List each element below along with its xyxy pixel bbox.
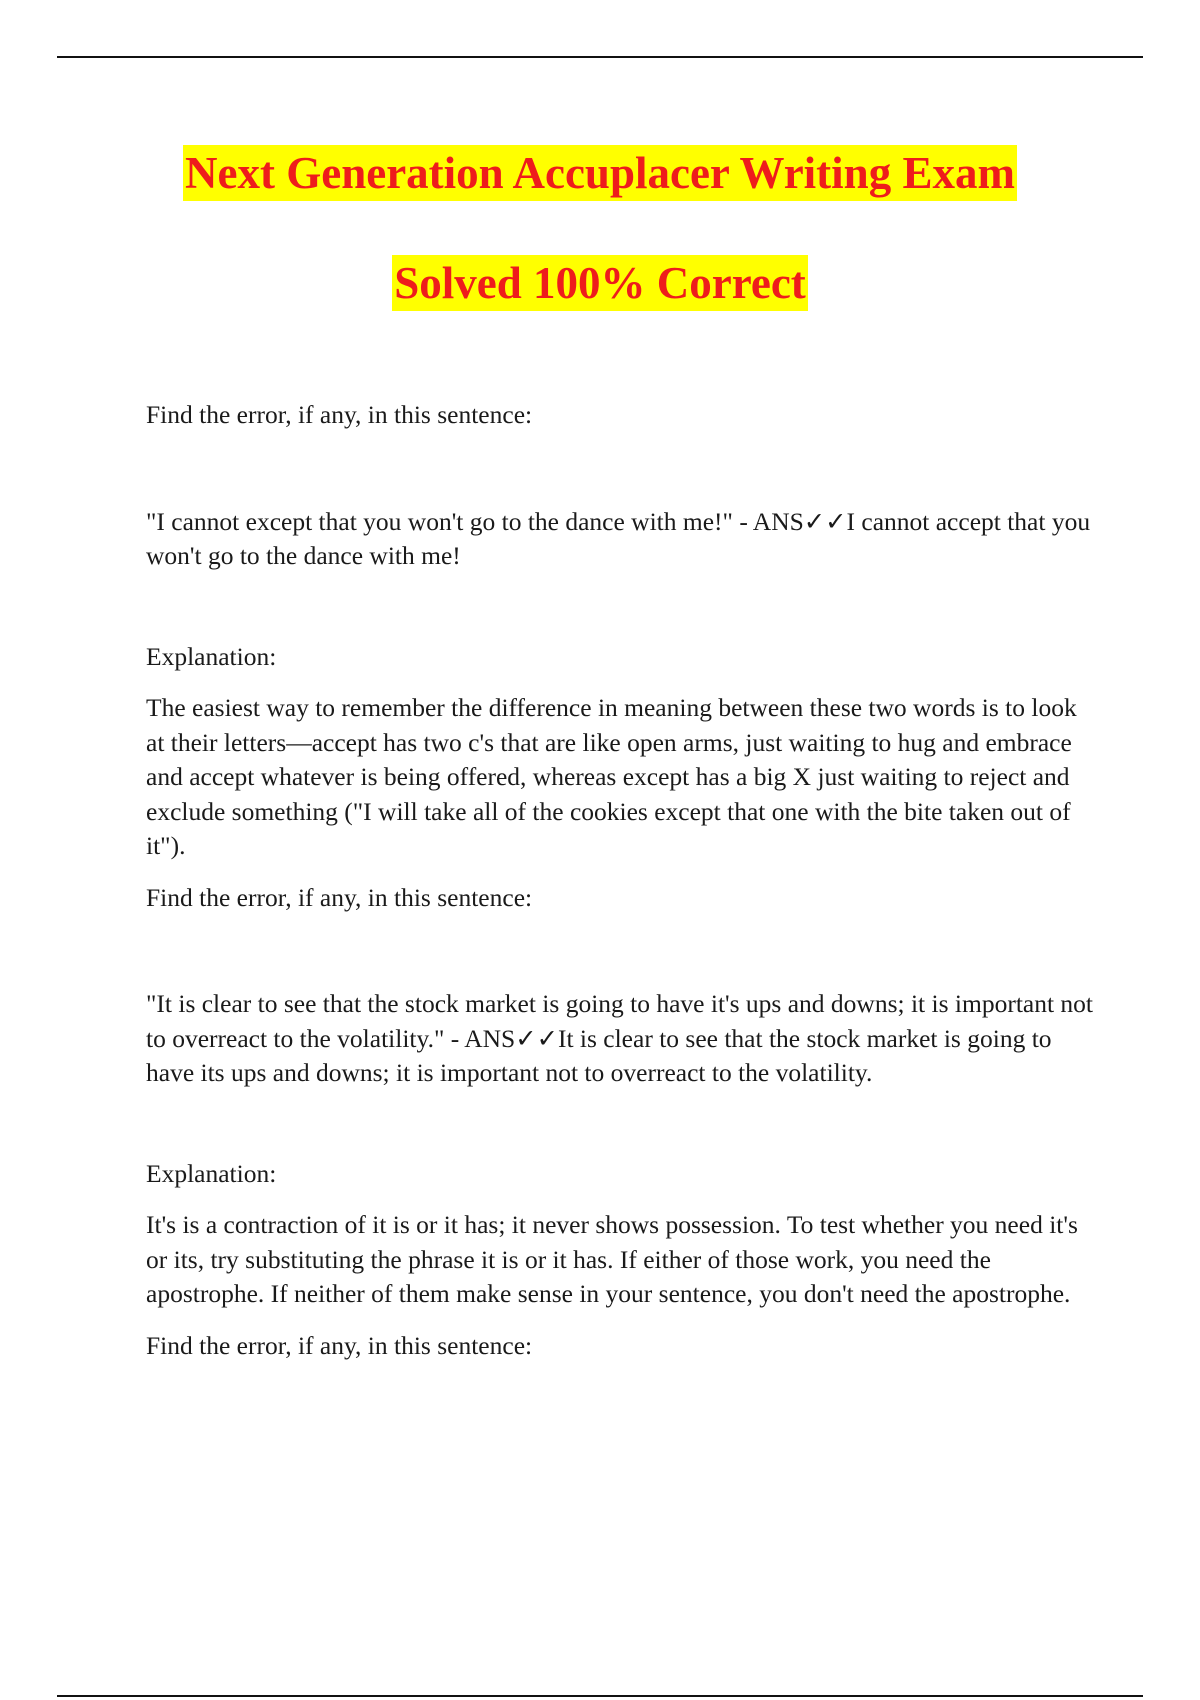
title-line-2: Solved 100% Correct (392, 255, 808, 311)
header-rule (57, 56, 1143, 58)
question-prompt: Find the error, if any, in this sentence: (146, 882, 533, 912)
document-body (146, 398, 1094, 1363)
title-line-1: Next Generation Accuplacer Writing Exam (183, 145, 1017, 201)
explanation-label: Explanation: (146, 641, 277, 671)
explanation-text: It's is a contraction of it is or it has; it never shows possession. To test whether you need it's or its, try substituting the phrase it is or it has. If either of those work, you need the apostrophe. If neither of them make sense in your sentence, you don't need the apostrophe. (146, 1210, 1078, 1308)
footer-rule (57, 1695, 1143, 1697)
document-title (0, 145, 1200, 311)
question-prompt: Find the error, if any, in this sentence: (146, 1330, 533, 1360)
question-answer: "It is clear to see that the stock market is going to have it's ups and downs; it is important not to overreact to the volatility." - ANS✓✓It is clear to see that the stock market is going to have its ups and downs; it is important not to overreact to the volatility. (146, 989, 1094, 1087)
question-prompt: Find the error, if any, in this sentence: (146, 400, 533, 429)
explanation-text: The easiest way to remember the difference in meaning between these two words is to look at their letters—accept has two c's that are like open arms, just waiting to hug and embrace and accept whatever is being offered, whereas except has a big X just waiting to reject and exclude something ("I will take all of the cookies except that one with the bite taken out of it"). (146, 693, 1077, 860)
question-answer: "I cannot except that you won't go to the dance with me!" - ANS✓✓I cannot accept that you won't go to the dance with me! (146, 506, 1091, 570)
explanation-label: Explanation: (146, 1158, 277, 1188)
